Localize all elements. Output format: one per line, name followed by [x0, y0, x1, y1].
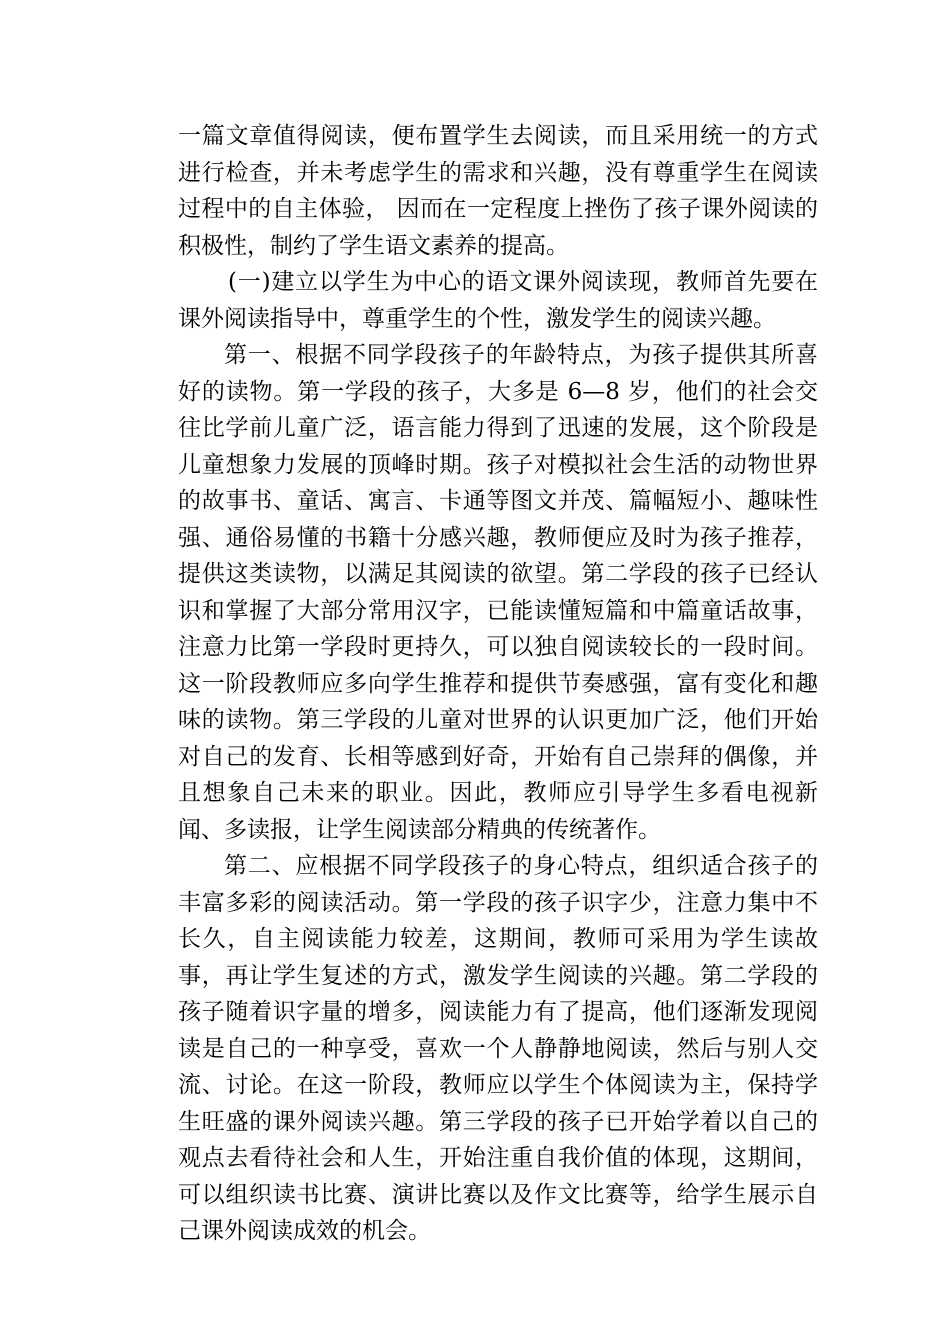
paragraph-continuation: 一篇文章值得阅读，便布置学生去阅读，而且采用统一的方式进行检查，并未考虑学生的需求和兴趣，没有尊重学生在阅读过程中的自主体验， 因而在一定程度上挫伤了孩子课外阅读的积极性，制约了学生语文素养的提高。 — [178, 123, 818, 259]
paragraph-section-heading: (一)建立以学生为中心的语文课外阅读现，教师首先要在课外阅读指导中，尊重学生的个性，激发学生的阅读兴趣。 — [178, 269, 818, 332]
paragraph-point-two: 第二、应根据不同学段孩子的身心特点，组织适合孩子的丰富多彩的阅读活动。第一学段的孩子识字少，注意力集中不长久，自主阅读能力较差，这期间，教师可采用为学生读故事，再让学生复述的方式，激发学生阅读的兴趣。第二学段的孩子随着识字量的增多，阅读能力有了提高，他们逐渐发现阅读是自己的一种享受，喜欢一个人静静地阅读，然后与别人交流、讨论。在这一阶段，教师应以学生个体阅读为主，保持学生旺盛的课外阅读兴趣。第三学段的孩子已开始学着以自己的观点去看待社会和人生，开始注重自我价值的体现，这期间，可以组织读书比赛、演讲比赛以及作文比赛等，给学生展示自己课外阅读成效的机会。 — [178, 853, 818, 1244]
paragraph-point-one: 第一、根据不同学段孩子的年龄特点，为孩子提供其所喜好的读物。第一学段的孩子，大多是 6—8 岁，他们的社会交往比学前儿童广泛，语言能力得到了迅速的发展，这个阶段是儿童想象力发展的顶峰时期。孩子对模拟社会生活的动物世界的故事书、童话、寓言、卡通等图文并茂、篇幅短小、趣味性强、通俗易懂的书籍十分感兴趣，教师便应及时为孩子推荐，提供这类读物，以满足其阅读的欲望。第二学段的孩子已经认识和掌握了大部分常用汉字，已能读懂短篇和中篇童话故事，注意力比第一学段时更持久，可以独自阅读较长的一段时间。这一阶段教师应多向学生推荐和提供节奏感强，富有变化和趣味的读物。第三学段的儿童对世界的认识更加广泛，他们开始对自己的发育、长相等感到好奇，开始有自己崇拜的偶像，并且想象自己未来的职业。因此，教师应引导学生多看电视新闻、多读报，让学生阅读部分精典的传统著作。 — [178, 342, 818, 843]
document-body — [178, 118, 818, 1250]
